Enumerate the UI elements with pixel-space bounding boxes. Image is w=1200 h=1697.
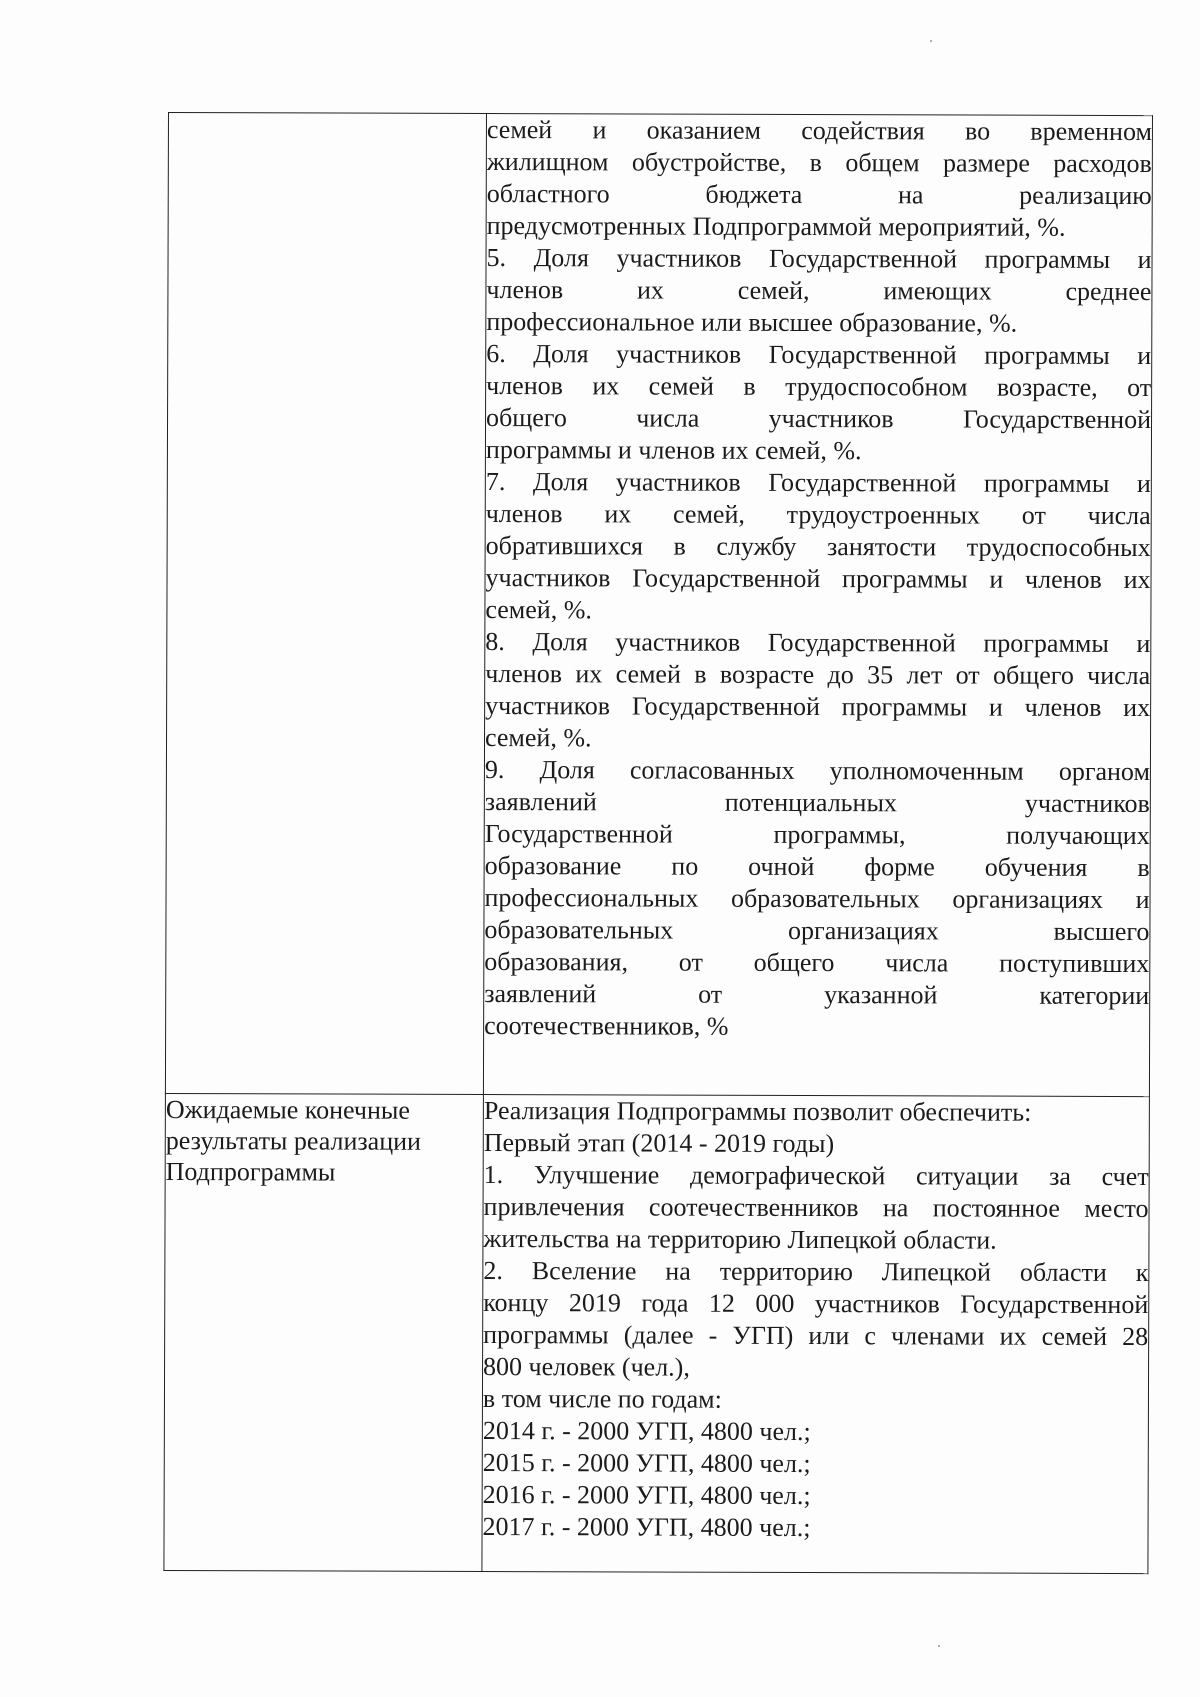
text-line: членов их семей в возрасте до 35 лет от общего числа [485,658,1151,691]
target-indicators-text [484,114,1152,1044]
subprogram-passport-table [163,112,1153,1574]
text-line: 7. Доля участников Государственной программы и [485,467,1151,499]
text-line: членов их семей, трудоустроенных от числа [485,499,1151,531]
text-line: программы и членов их семей, %. [485,435,862,466]
text-line: образования, от общего числа поступивших [484,946,1150,979]
text-line: семей, %. [485,594,592,625]
text-line: 9. Доля согласованных уполномоченным органом [484,754,1150,787]
text-line: 2. Вселение на территорию Липецкой области к [483,1255,1149,1288]
text-line: семей, %. [484,722,592,753]
text-line: 6. Доля участников Государственной программы и [486,339,1152,371]
scan-speck [938,1645,940,1647]
text-line: образование по очной форме обучения в [484,850,1150,883]
text-line: профессиональное или высшее образование, %. [486,307,1018,338]
text-line: в том числе по годам: [482,1383,722,1414]
text-line: Подпрограммы [165,1156,336,1187]
text-line: 8. Доля участников Государственной программы и [485,626,1151,659]
scan-speck [930,40,932,42]
text-line: Реализация Подпрограммы позволит обеспечить: [483,1095,1032,1127]
table-row [165,113,1152,1097]
text-line: образовательных организациях высшего [484,914,1150,947]
text-line: концу 2019 года 12 000 участников Государственной [483,1287,1149,1320]
row1-content-cell [483,114,1152,1097]
text-line: 2017 г. - 2000 УГП, 4800 чел.; [482,1511,811,1543]
text-line: 2014 г. - 2000 УГП, 4800 чел.; [482,1415,811,1447]
text-line: 800 человек (чел.), [483,1351,690,1382]
text-line: участников Государственной программы и членов их [485,690,1151,723]
text-line: привлечения соотечественников на постоянное место [483,1191,1149,1224]
text-line: результаты реализации [165,1125,422,1156]
text-line: заявлений от указанной категории [484,978,1150,1011]
text-line: Первый этап (2014 - 2019 годы) [483,1127,835,1159]
text-line: заявлений потенциальных участников [484,786,1150,819]
text-line: 2015 г. - 2000 УГП, 4800 чел.; [482,1447,811,1479]
expected-results-text [483,1095,1149,1545]
text-line: соотечественников, % [484,1010,729,1041]
text-line: Ожидаемые конечные [165,1094,410,1125]
table-row [164,1093,1149,1573]
row1-label-cell [165,113,486,1095]
text-line: жилищном обустройстве, в общем размере расходов [486,147,1152,179]
expected-results-content-cell [482,1094,1149,1573]
text-line: профессиональных образовательных организациях и [484,882,1150,915]
text-line: участников Государственной программы и членов их [485,562,1151,595]
text-line: жительства на территорию Липецкой области. [483,1223,997,1255]
text-line: 5. Доля участников Государственной программы и [486,243,1152,275]
expected-results-label-cell [164,1093,483,1571]
text-line: обратившихся в службу занятости трудоспособных [485,531,1151,563]
text-line: программы (далее - УГП) или с членами их семей 28 [483,1319,1149,1352]
text-line: Государственной программы, получающих [484,818,1150,851]
text-line: членов их семей, имеющих среднее [486,275,1152,307]
text-line: общего числа участников Государственной [485,403,1152,435]
text-line: 2016 г. - 2000 УГП, 4800 чел.; [482,1479,811,1511]
text-line: 1. Улучшение демографической ситуации за счет [483,1159,1149,1192]
text-line: предусмотренных Подпрограммой мероприятий, %. [486,211,1066,242]
text-line: областного бюджета на реализацию [486,179,1152,211]
text-line: членов их семей в трудоспособном возрасте, от [486,371,1152,403]
expected-results-label [166,1094,483,1188]
text-line: семей и оказанием содействия во временном [486,115,1152,147]
